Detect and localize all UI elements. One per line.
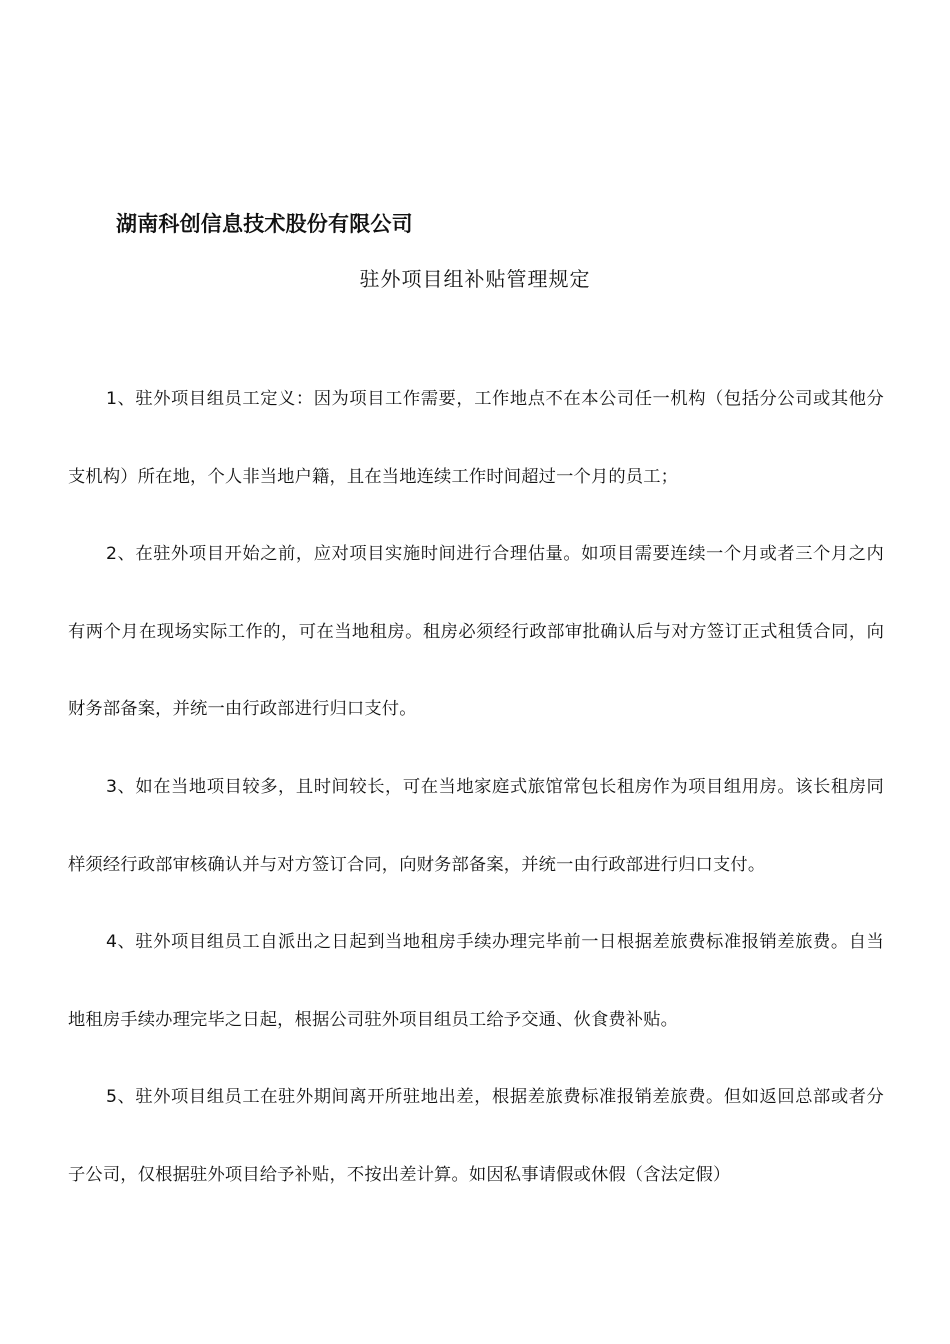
paragraph-4: 4、驻外项目组员工自派出之日起到当地租房手续办理完毕前一日根据差旅费标准报销差旅费。自当地租房手续办理完毕之日起，根据公司驻外项目组员工给予交通、伙食费补贴。 [68,932,884,1030]
paragraph-2: 2、在驻外项目开始之前，应对项目实施时间进行合理估量。如项目需要连续一个月或者三个月之内有两个月在现场实际工作的，可在当地租房。租房必须经行政部审批确认后与对方签订正式租赁合同，向财务部备案，并统一由行政部进行归口支付。 [68,544,884,720]
document-title: 驻外项目组补贴管理规定 [359,267,591,291]
paragraph-1: 1、驻外项目组员工定义：因为项目工作需要，工作地点不在本公司任一机构（包括分公司或其他分支机构）所在地，个人非当地户籍，且在当地连续工作时间超过一个月的员工； [68,389,884,487]
paragraph-3: 3、如在当地项目较多，且时间较长，可在当地家庭式旅馆常包长租房作为项目组用房。该长租房同样须经行政部审核确认并与对方签订合同，向财务部备案，并统一由行政部进行归口支付。 [68,776,884,875]
paragraph-5: 5、驻外项目组员工在驻外期间离开所驻地出差，根据差旅费标准报销差旅费。但如返回总部或者分子公司，仅根据驻外项目给予补贴，不按出差计算。如因私事请假或休假（含法定假） [68,1087,884,1185]
document-body [68,361,884,1215]
company-name: 湖南科创信息技术股份有限公司 [116,212,413,236]
